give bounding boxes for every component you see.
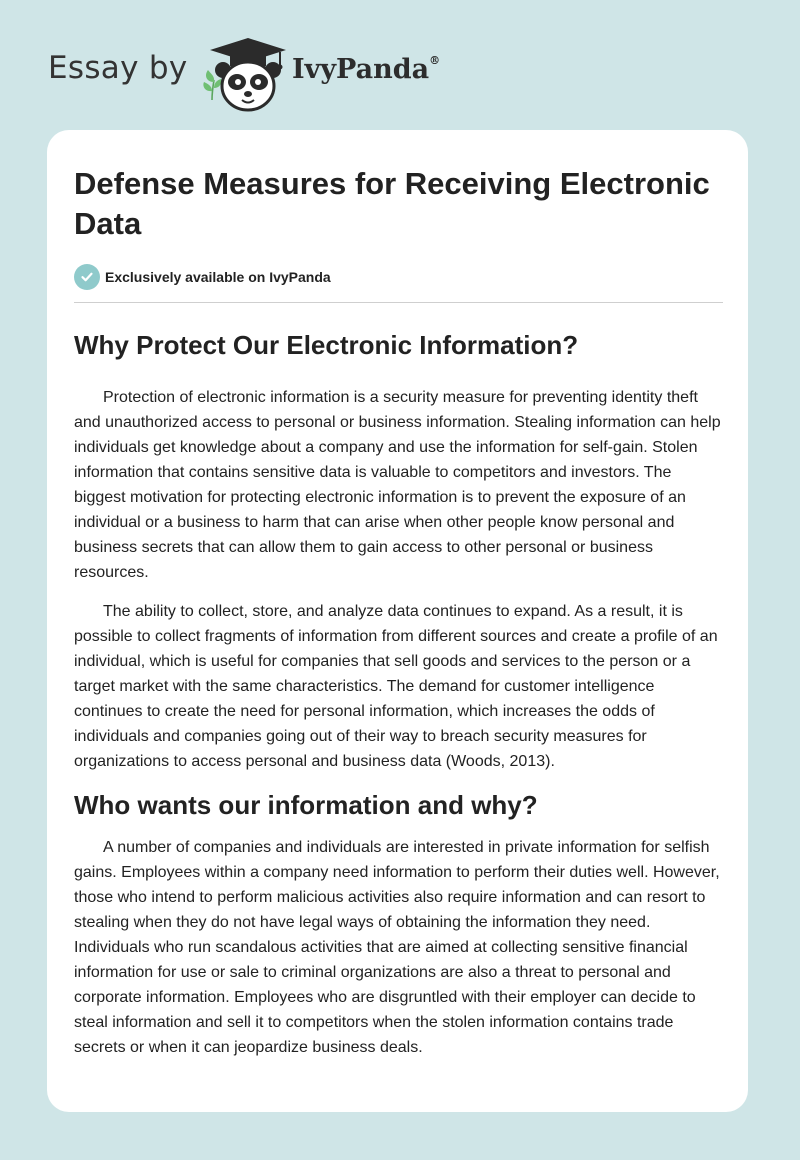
exclusive-badge-text: Exclusively available on IvyPanda bbox=[105, 269, 331, 285]
essay-card bbox=[47, 130, 748, 1112]
registered-mark: ® bbox=[429, 54, 441, 67]
panda-graduation-cap-icon[interactable] bbox=[208, 36, 288, 112]
divider bbox=[74, 302, 723, 303]
essay-content bbox=[74, 164, 723, 1060]
essay-by-label: Essay by bbox=[48, 50, 188, 86]
paragraph: The ability to collect, store, and analyze data continues to expand. As a result, it is possible to collect fragments of information from different sources and create a profile of an individual, which is useful for companies that sell goods and services to the person or a target market with the same characteristics. The demand for customer intelligence continues to create the need for personal information, which increases the odds of individuals and companies going out of their way to breach security measures for organizations to access personal and business data (Woods, 2013). bbox=[74, 603, 718, 770]
paragraph: A number of companies and individuals are interested in private information for selfish gains. Employees within a company need information to perform their duties well. However, those who intend to perform malicious activities also require information and can resort to stealing when they do not have legal ways of obtaining the information they need. Individuals who run scandalous activities that are aimed at collecting sensitive financial information for use or sale to criminal organizations are also a threat to personal and corporate information. Employees who are disgruntled with their employer can decide to steal information and sell it to competitors when the stolen information contains trade secrets or when it can jeopardize business deals. bbox=[74, 839, 720, 1056]
paragraph: Protection of electronic information is a security measure for preventing identity theft and unauthorized access to personal or business information. Stealing information can help individuals get knowledge about a company and use the information for self-gain. Stolen information that contains sensitive data is valuable to competitors and investors. The biggest motivation for protecting electronic information is to prevent the exposure of an individual or a business to harm that can arise when other people know personal and business secrets that can allow them to gain access to other personal or business resources. bbox=[74, 389, 721, 581]
site-header bbox=[48, 30, 508, 110]
section-heading: Why Protect Our Electronic Information? bbox=[74, 330, 579, 360]
brand-name[interactable] bbox=[292, 54, 440, 85]
exclusive-badge bbox=[74, 264, 723, 290]
page-title: Defense Measures for Receiving Electronic Data bbox=[74, 166, 710, 241]
check-icon bbox=[74, 264, 100, 290]
section-heading: Who wants our information and why? bbox=[74, 790, 538, 820]
brand-text: IvyPanda bbox=[292, 54, 430, 85]
